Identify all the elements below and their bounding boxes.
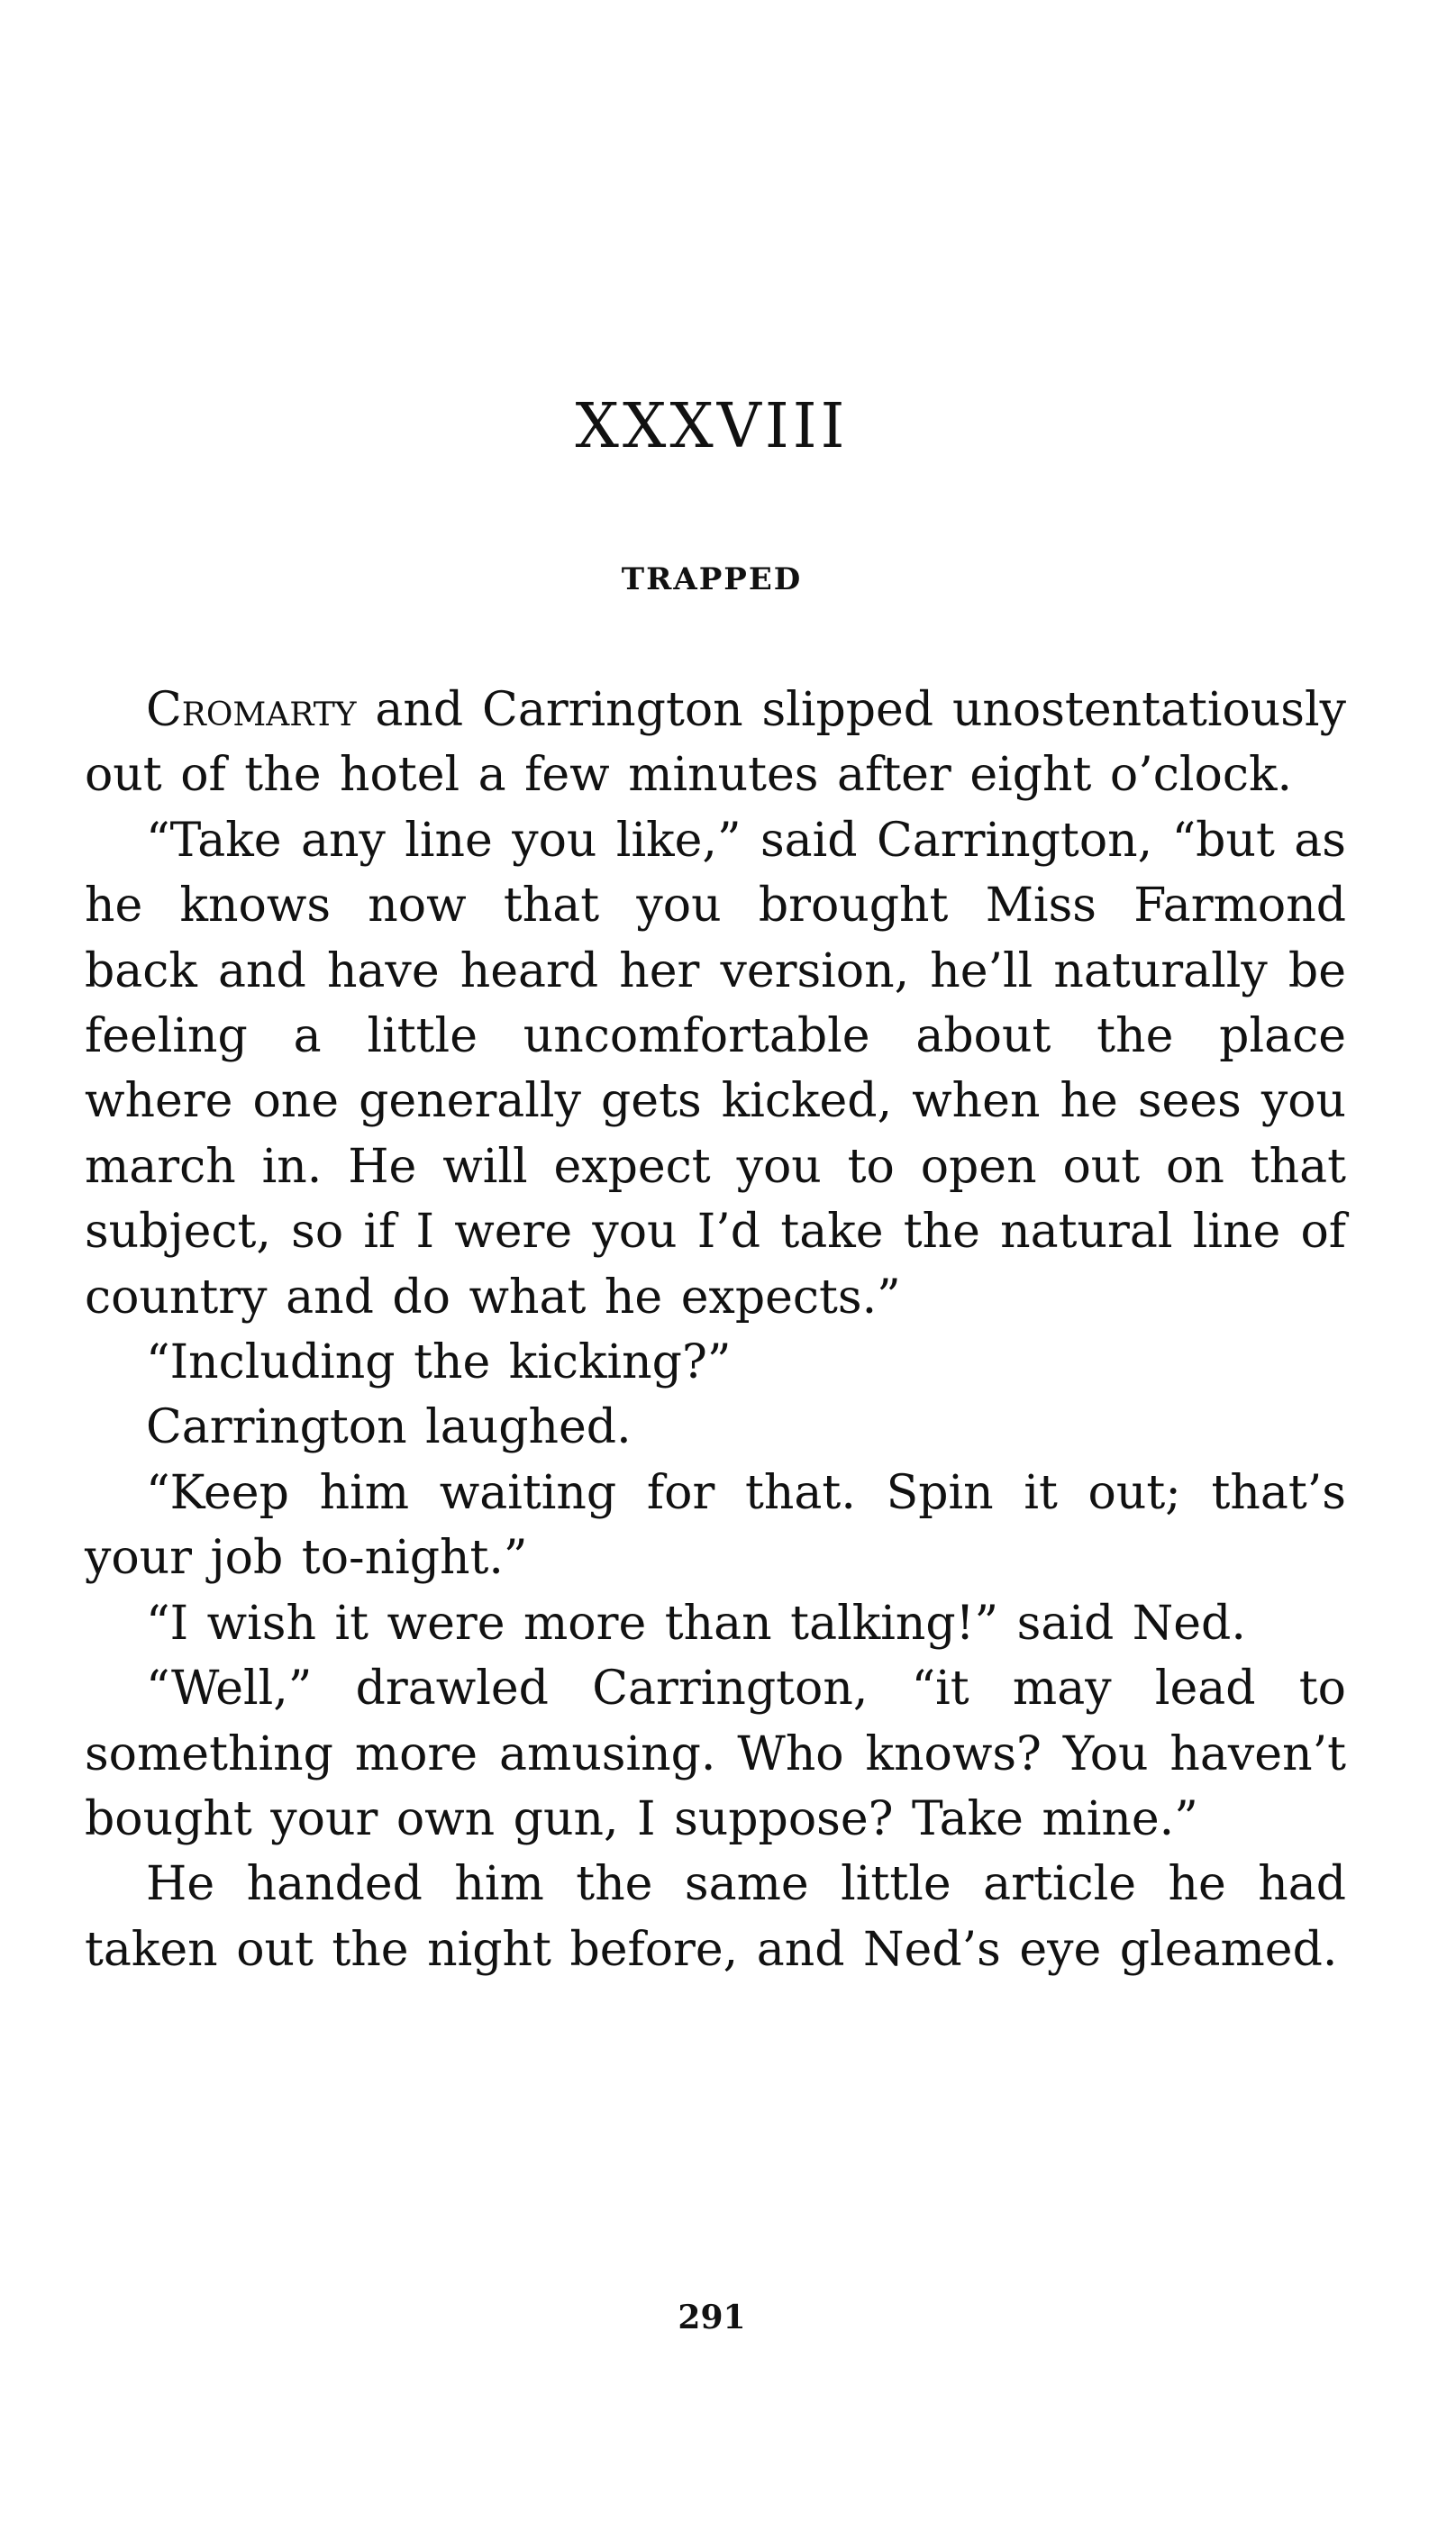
paragraph: “Take any line you like,” said Carrington, “but as he knows now that you brought Miss Farmond back and have heard her version, he’ll naturally be feeling a little uncomfortable about the place where one generally gets kicked, when he sees you march in. He will expect you to open out on that subject, so if I were you I’d take the natural line of country and do what he expects.” (85, 813, 1346, 1325)
chapter-body (85, 678, 1346, 1982)
paragraph: “Including the kicking?” (146, 1335, 732, 1390)
paragraph: “I wish it were more than talking!” said Ned. (146, 1596, 1246, 1651)
paragraph: He handed him the same little article he had taken out the night before, and Ned’s eye gleamed. (85, 1857, 1346, 1977)
chapter-number: XXXVIII (575, 391, 849, 462)
paragraph: Carrington laughed. (146, 1400, 632, 1455)
chapter-title: TRAPPED (621, 561, 803, 597)
paragraph-text: and Carrington slipped unostentatiously out of the hotel a few minutes after eight o’clock. (85, 683, 1346, 803)
paragraph (85, 678, 1346, 808)
paragraph: “Well,” drawled Carrington, “it may lead to something more amusing. Who knows? You haven’t bought your own gun, I suppose? Take mine.” (85, 1662, 1346, 1846)
paragraph-lead-word: Cromarty (146, 683, 357, 737)
paragraph: “Keep him waiting for that. Spin it out; that’s your job to-night.” (85, 1465, 1346, 1586)
page-number: 291 (678, 2299, 746, 2336)
